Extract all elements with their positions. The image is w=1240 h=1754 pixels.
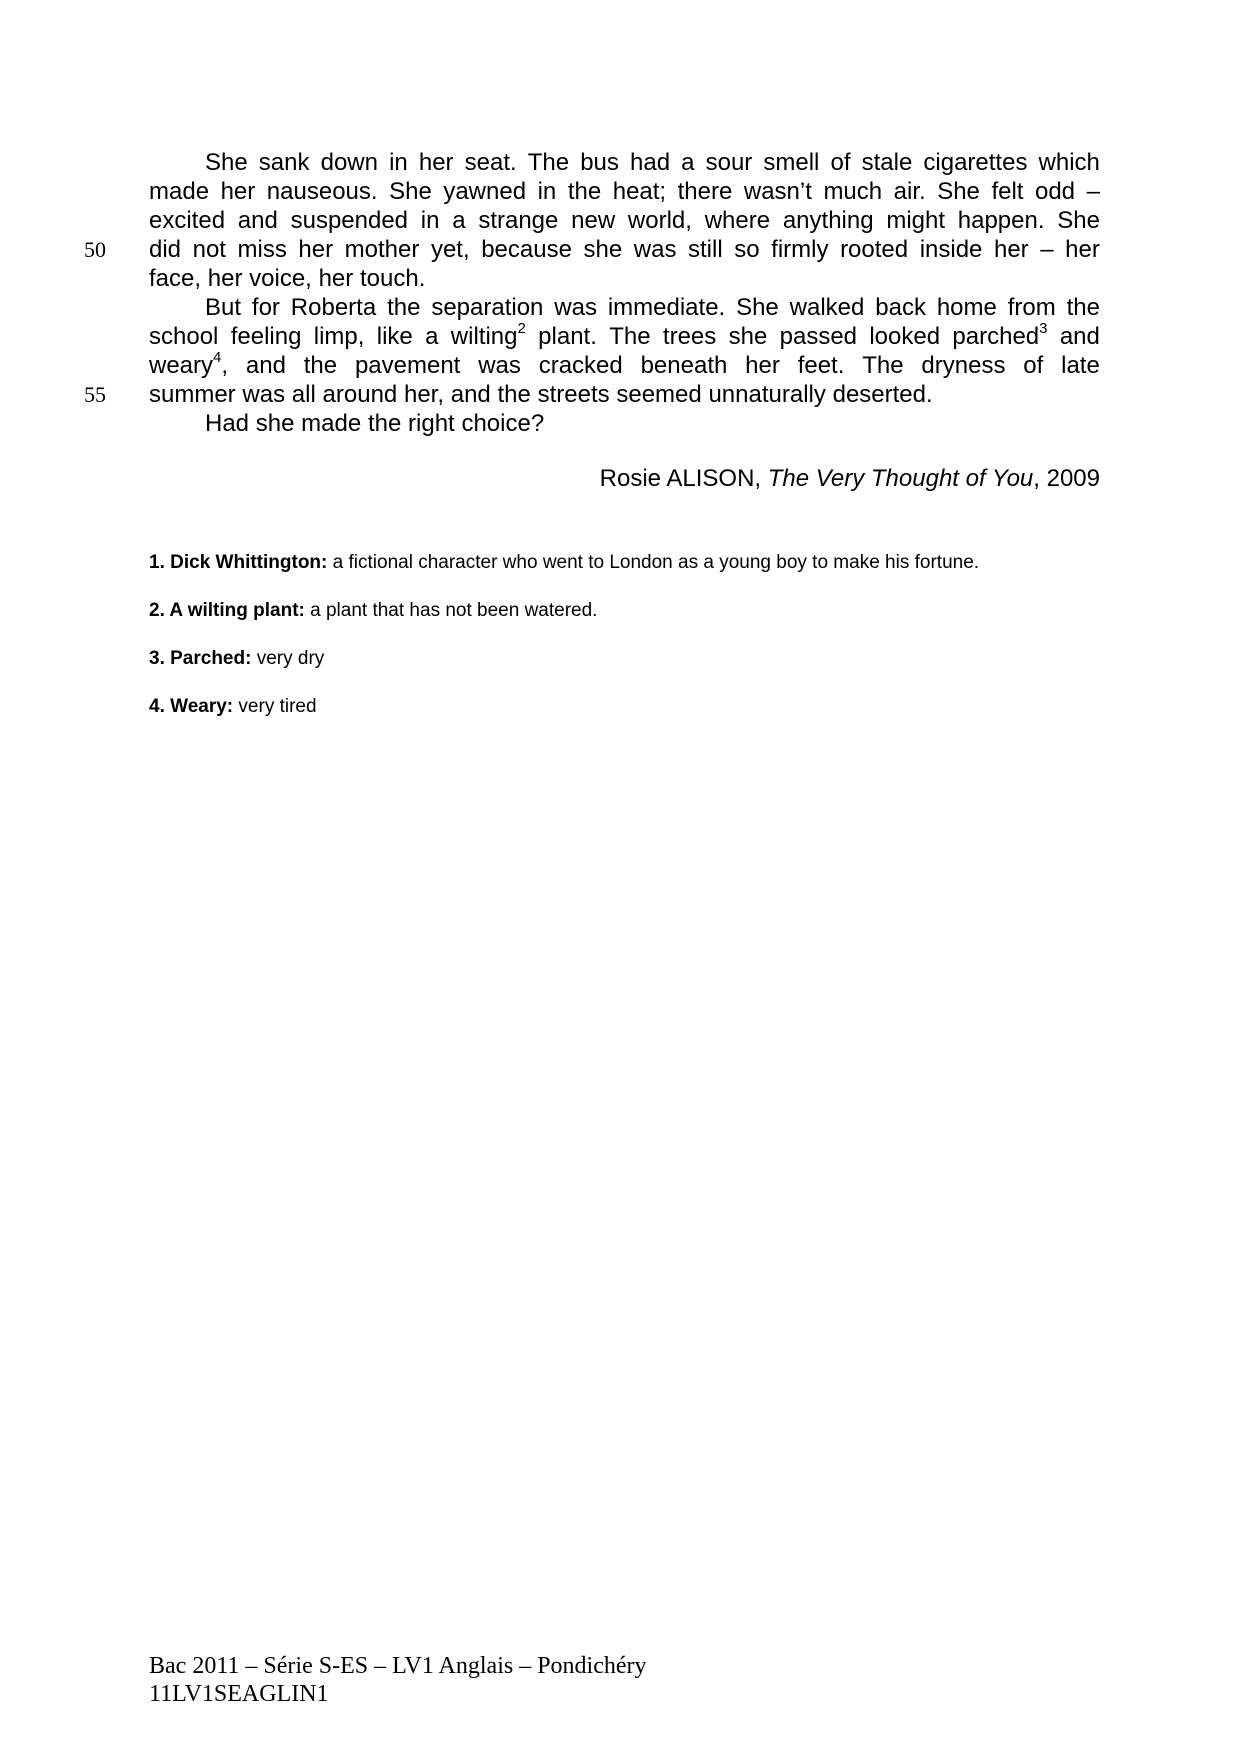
word: beneath	[640, 352, 728, 379]
word: felt	[991, 178, 1024, 205]
word: and	[1059, 323, 1100, 350]
word: feeling	[230, 323, 302, 350]
word: had	[630, 149, 671, 176]
word: immediate.	[607, 294, 726, 321]
word: separation	[431, 294, 544, 321]
word: wasn’t	[743, 178, 812, 205]
word: back	[875, 294, 926, 321]
word: and	[245, 352, 286, 379]
footer-exam-title: Bac 2011 – Série S-ES – LV1 Anglais – Pondichéry	[149, 1653, 647, 1679]
word: her	[745, 352, 780, 379]
word: the	[303, 352, 338, 379]
word: unnaturally	[708, 381, 826, 408]
word: mother	[344, 236, 420, 263]
passage-line	[149, 206, 1100, 235]
word: her	[220, 178, 256, 205]
word: still	[688, 236, 723, 263]
word: air.	[893, 178, 926, 205]
word: streets	[537, 381, 610, 408]
footnote-term: 2. A wilting plant:	[149, 600, 305, 621]
word: not	[192, 236, 226, 263]
attribution-author: Rosie ALISON,	[599, 465, 768, 492]
word: Had	[205, 410, 250, 437]
word: made	[301, 410, 362, 437]
word: She	[1057, 207, 1100, 234]
word: yet,	[430, 236, 470, 263]
word: a	[452, 207, 466, 234]
word: where	[704, 207, 771, 234]
passage-line	[149, 177, 1100, 206]
word: she	[583, 236, 623, 263]
word: around	[322, 381, 398, 408]
footnote-4	[149, 695, 979, 719]
word: summer	[149, 381, 236, 408]
word: But	[205, 294, 242, 321]
word: new	[571, 207, 616, 234]
footnote-marker: 3	[1039, 320, 1048, 337]
attribution-year: , 2009	[1033, 465, 1100, 492]
word: smell	[763, 149, 820, 176]
word: a	[681, 149, 695, 176]
passage	[149, 148, 1100, 438]
word: voice,	[249, 265, 312, 292]
word: the	[387, 294, 421, 321]
word: she	[255, 410, 295, 437]
word: her	[298, 236, 334, 263]
word: weary$^4$,	[149, 349, 229, 379]
word: of	[830, 149, 851, 176]
word: so	[734, 236, 760, 263]
word: touch.	[359, 265, 426, 292]
word: stale	[861, 149, 913, 176]
word: The	[527, 149, 570, 176]
passage-line	[149, 264, 1100, 293]
word: right	[408, 410, 455, 437]
word: dryness	[921, 352, 1006, 379]
word: excited	[149, 207, 226, 234]
word: –	[1040, 236, 1054, 263]
line-number: 50	[84, 237, 106, 262]
footer-exam-code: 11LV1SEAGLIN1	[149, 1681, 329, 1707]
word: in	[420, 207, 440, 234]
word: was	[633, 236, 677, 263]
word: strange	[478, 207, 559, 234]
word: and	[237, 207, 278, 234]
word: face,	[149, 265, 202, 292]
passage-line	[149, 148, 1100, 177]
word: seat.	[464, 149, 517, 176]
word: like	[376, 323, 413, 350]
passage-line	[149, 351, 1100, 380]
word: in	[537, 178, 557, 205]
page-footer	[149, 1652, 647, 1708]
word: her	[318, 265, 354, 292]
line-number: 55	[84, 382, 106, 407]
word: anything	[782, 207, 874, 234]
word: was	[554, 294, 597, 321]
word: her	[1065, 236, 1100, 263]
word: feet.	[797, 352, 845, 379]
footnote-marker: 4	[213, 349, 222, 366]
word: suspended	[290, 207, 409, 234]
footnote-definition: a plant that has not been watered.	[304, 600, 598, 621]
word: sour	[705, 149, 753, 176]
word: walked	[789, 294, 865, 321]
word: sank	[258, 149, 310, 176]
word: in	[389, 149, 408, 176]
word: was	[242, 381, 286, 408]
footnote-marker: 2	[517, 320, 526, 337]
word: the	[567, 178, 602, 205]
passage-line	[149, 322, 1100, 351]
word: world,	[627, 207, 692, 234]
word: She	[389, 178, 432, 205]
footnote-definition: very tired	[233, 696, 317, 717]
word: the	[1066, 294, 1100, 321]
word: inside	[919, 236, 983, 263]
footnote-definition: a fictional character who went to London as a young boy to make his fortune.	[327, 552, 980, 573]
word: a	[425, 323, 439, 350]
attribution	[600, 464, 1100, 493]
footnote-term: 1. Dick Whittington:	[149, 552, 328, 573]
word: pavement	[354, 352, 461, 379]
word: and	[450, 381, 491, 408]
word: did	[149, 236, 182, 263]
word: She	[205, 149, 248, 176]
word: the	[367, 410, 402, 437]
word: school	[149, 323, 219, 350]
word: The	[609, 323, 651, 350]
word: limp,	[313, 323, 365, 350]
footnote-definition: very dry	[251, 648, 325, 669]
passage-line	[149, 235, 1100, 264]
passage-line	[149, 293, 1100, 322]
word: She	[937, 178, 980, 205]
word: which	[1038, 149, 1100, 176]
word: her	[993, 236, 1029, 263]
word: her	[207, 265, 243, 292]
word: for	[251, 294, 280, 321]
word: –	[1086, 178, 1100, 205]
word: deserted.	[832, 381, 933, 408]
word: from	[1007, 294, 1056, 321]
word: plant.	[538, 323, 597, 350]
word: nauseous.	[266, 178, 378, 205]
word: her,	[403, 381, 445, 408]
word: she	[728, 323, 768, 350]
word: trees	[662, 323, 717, 350]
footnote-term: 4. Weary:	[149, 696, 234, 717]
footnotes	[149, 551, 979, 743]
footnote-2	[149, 599, 979, 623]
word: choice?	[461, 410, 545, 437]
word: She	[736, 294, 779, 321]
word: was	[478, 352, 521, 379]
word: of	[1023, 352, 1044, 379]
word: all	[291, 381, 316, 408]
word: yawned	[443, 178, 527, 205]
word: happen.	[957, 207, 1045, 234]
word: made	[149, 178, 210, 205]
word: odd	[1034, 178, 1076, 205]
word: because	[481, 236, 572, 263]
word: passed	[779, 323, 858, 350]
passage-line	[149, 409, 1100, 438]
attribution-title: The Very Thought of You	[767, 465, 1034, 492]
word: cracked	[538, 352, 623, 379]
word: there	[677, 178, 733, 205]
word: heat;	[612, 178, 667, 205]
footnote-3	[149, 647, 979, 671]
word: looked	[869, 323, 941, 350]
word: her	[418, 149, 454, 176]
footnote-1	[149, 551, 979, 575]
footnote-term: 3. Parched:	[149, 648, 252, 669]
word: much	[823, 178, 883, 205]
word: the	[497, 381, 531, 408]
word: bus	[580, 149, 619, 176]
word: firmly	[771, 236, 829, 263]
word: The	[862, 352, 904, 379]
word: might	[886, 207, 946, 234]
word: rooted	[840, 236, 909, 263]
word: home	[936, 294, 997, 321]
word: seemed	[616, 381, 702, 408]
word: miss	[237, 236, 287, 263]
word: parched$^3$	[952, 320, 1048, 350]
word: late	[1061, 352, 1100, 379]
word: down	[320, 149, 378, 176]
word: Roberta	[290, 294, 377, 321]
passage-line	[149, 380, 1100, 409]
word: wilting$^2$	[450, 320, 526, 350]
word: cigarettes	[923, 149, 1028, 176]
